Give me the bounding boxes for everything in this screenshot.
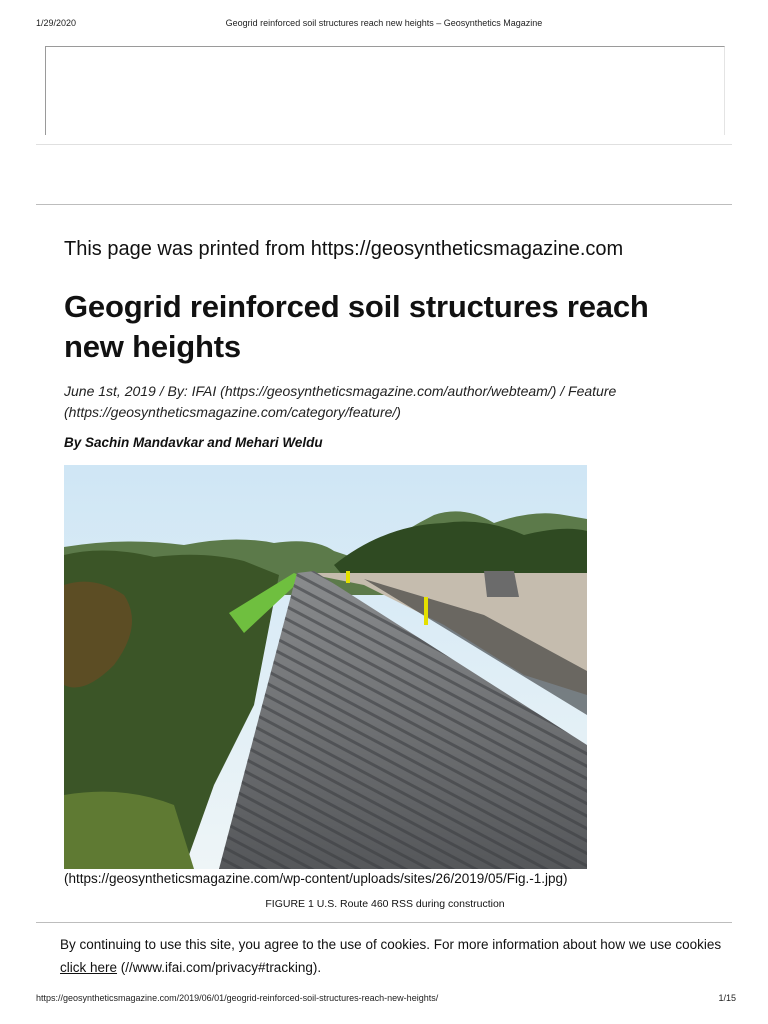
print-header xyxy=(0,18,768,32)
photo-worker xyxy=(424,597,428,625)
article-photo[interactable] xyxy=(64,465,587,869)
print-url: https://geosyntheticsmagazine.com/2019/06/01/geogrid-reinforced-soil-structures-reach-new-heights/ xyxy=(36,993,439,1003)
divider-top xyxy=(36,144,732,145)
print-footer xyxy=(0,993,768,1007)
meta-category-url: (https://geosyntheticsmagazine.com/category/feature/) xyxy=(64,404,401,420)
meta-author-url: (https://geosyntheticsmagazine.com/author/webteam/) xyxy=(216,383,557,399)
figure-caption: FIGURE 1 U.S. Route 460 RSS during construction xyxy=(265,898,505,910)
image-source-link[interactable]: (https://geosyntheticsmagazine.com/wp-content/uploads/sites/26/2019/05/Fig.-1.jpg) xyxy=(64,871,568,886)
article-byline: By Sachin Mandavkar and Mehari Weldu xyxy=(64,435,323,450)
cookie-text: By continuing to use this site, you agree to the use of cookies. For more information about how we use cookies xyxy=(60,937,722,952)
divider-header xyxy=(36,204,732,205)
photo-worker xyxy=(346,571,350,583)
meta-separator: / xyxy=(556,383,569,399)
meta-author-link[interactable]: IFAI xyxy=(191,383,217,399)
cookie-link-url: (//www.ifai.com/privacy#tracking). xyxy=(117,960,322,975)
divider-cookie xyxy=(36,922,732,923)
article-title: Geogrid reinforced soil structures reach new heights xyxy=(64,289,649,364)
printed-from-notice: This page was printed from https://geosyntheticsmagazine.com xyxy=(64,238,624,260)
page-number: 1/15 xyxy=(718,993,736,1003)
meta-date: June 1st, 2019 xyxy=(64,383,156,399)
photo-compactor xyxy=(484,571,519,597)
print-date: 1/29/2020 xyxy=(36,18,77,28)
cookie-notice xyxy=(60,933,740,979)
ad-placeholder xyxy=(45,46,725,135)
print-page-title: Geogrid reinforced soil structures reach new heights – Geosynthetics Magazine xyxy=(225,18,543,28)
meta-separator: / By: xyxy=(155,383,192,399)
meta-category-link[interactable]: Feature xyxy=(568,383,617,399)
article-meta xyxy=(64,381,724,423)
cookie-privacy-link[interactable]: click here xyxy=(60,960,118,975)
